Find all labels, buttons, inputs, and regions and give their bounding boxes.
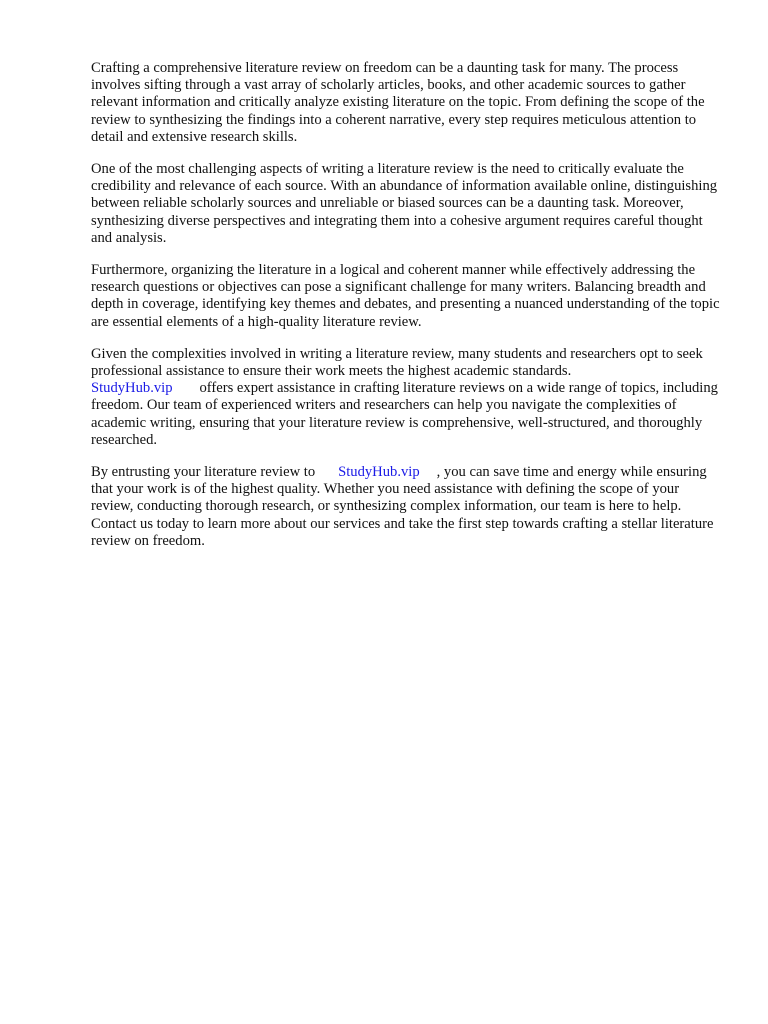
paragraph-organizing: Furthermore, organizing the literature in a logical and coherent manner while effectively addressing the research questions or objectives can pose a significant challenge for many writers. Balancing breadth and depth in coverage, identifying key themes and debates, and presenting a nuanced understanding of the topic are essential elements of a high-quality literature review. [91,262,720,330]
studyhub-link-2[interactable]: StudyHub.vip [338,464,420,481]
paragraph-entrusting-tail: , you can save time and energy while ensuring that your work is of the highest quality. Whether you need assistance with defining the scope of your review, conducting thorough research, or synthesizing complex information, our team is here to help. Contact us today to learn more about our services and take the first step towards crafting a stellar literature review on freedom. [91,464,714,549]
paragraph-assistance [91,346,721,449]
studyhub-link[interactable]: StudyHub.vip [91,380,173,397]
document-body [91,60,721,550]
paragraph-assistance-tail: offers expert assistance in crafting literature reviews on a wide range of topics, including freedom. Our team of experienced writers and researchers can help you navigate the complexities of academic writing, ensuring that your literature review is comprehensive, well-structured, and thoroughly researched. [91,380,718,448]
paragraph-assistance-lead: Given the complexities involved in writing a literature review, many students and researchers opt to seek professional assistance to ensure their work meets the highest academic standards. [91,345,703,380]
paragraph-intro: Crafting a comprehensive literature review on freedom can be a daunting task for many. The process involves sifting through a vast array of scholarly articles, books, and other academic sources to gather relevant information and critically analyze existing literature on the topic. From defining the scope of the review to synthesizing the findings into a coherent narrative, every step requires meticulous attention to detail and extensive research skills. [91,60,705,145]
paragraph-entrusting-lead: By entrusting your literature review to [91,464,316,481]
paragraph-challenges: One of the most challenging aspects of writing a literature review is the need to critically evaluate the credibility and relevance of each source. With an abundance of information available online, distinguishing between reliable scholarly sources and unreliable or biased sources can be a daunting task. Moreover, synthesizing diverse perspectives and integrating them into a cohesive argument requires careful thought and analysis. [91,161,718,246]
paragraph-entrusting [91,464,721,550]
